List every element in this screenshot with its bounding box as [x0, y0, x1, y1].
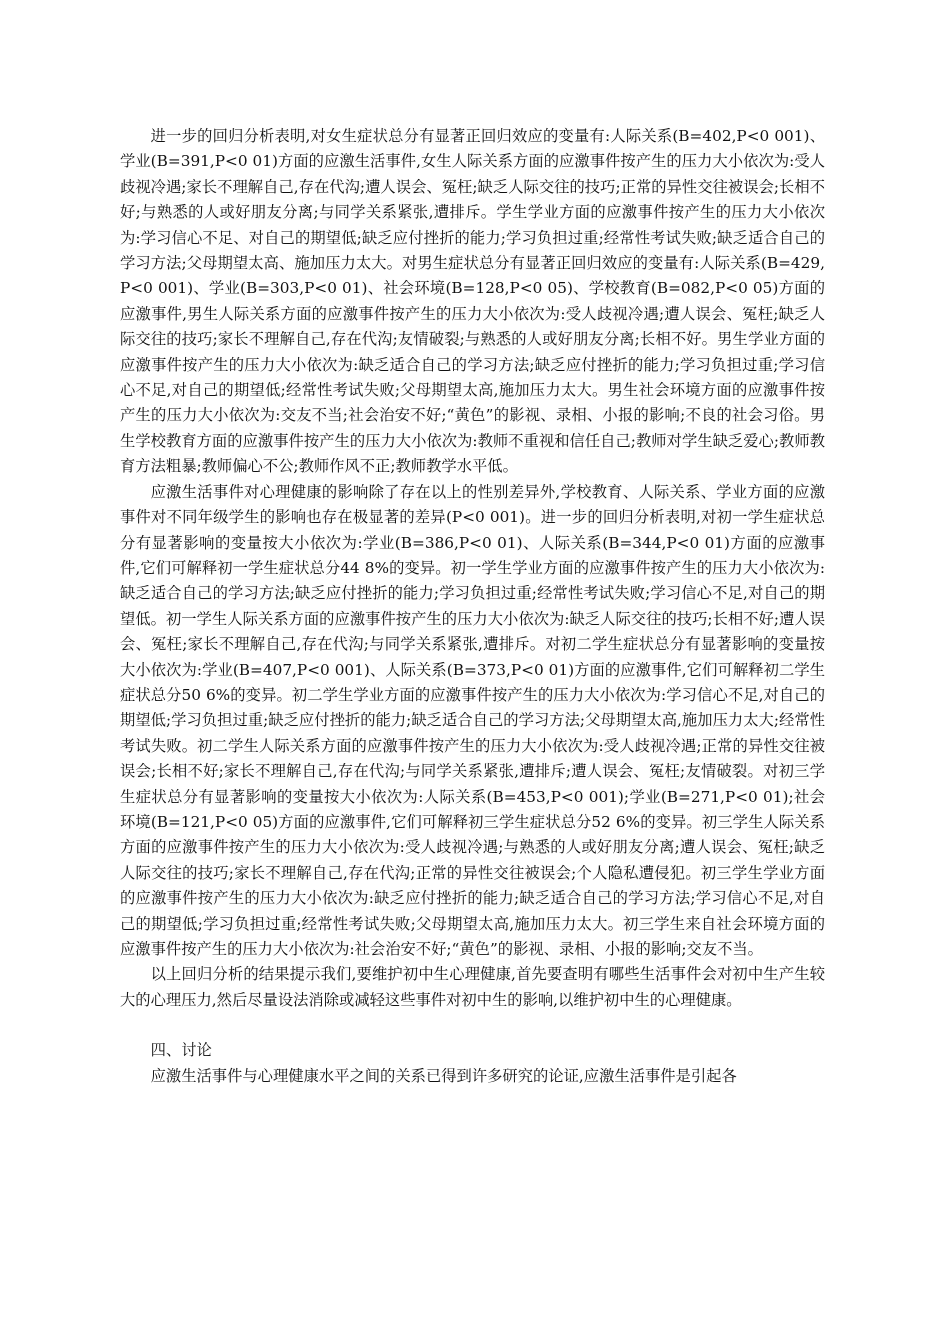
- section-heading-discussion: 四、讨论: [150, 1041, 212, 1060]
- paragraph-regression-summary: 以上回归分析的结果提示我们,要维护初中生心理健康,首先要查明有哪些生活事件会对初中生产生较大的心理压力,然后尽量设法消除或减轻这些事件对初中生的影响,以维护初中生的心理健康。: [120, 965, 825, 1009]
- paragraph-gender-regression: 进一步的回归分析表明,对女生症状总分有显著正回归效应的变量有:人际关系(B=402,P<0 001)、学业(B=391,P<0 01)方面的应激生活事件,女生人际关系方面的应激事件按产生的压力大小依次为:受人歧视冷遇;家长不理解自己,存在代沟;遭人误会、冤枉;缺乏人际交往的技巧;正常的异性交往被误会;长相不好;与熟悉的人或好朋友分离;与同学关系紧张,遭排斥。学生学业方面的应激事件按产生的压力大小依次为:学习信心不足、对自己的期望低;缺乏应付挫折的能力;学习负担过重;经常性考试失败;缺乏适合自己的学习方法;父母期望太高、施加压力太大。对男生症状总分有显著正回归效应的变量有:人际关系(B=429,P<0 001)、学业(B=303,P<0 01)、社会环境(B=128,P<0 05)、学校教育(B=082,P<0 05)方面的应激事件,男生人际关系方面的应激事件按产生的压力大小依次为:受人歧视冷遇;遭人误会、冤枉;缺乏人际交往的技巧;家长不理解自己,存在代沟;友情破裂;与熟悉的人或好朋友分离;长相不好。男生学业方面的应激事件按产生的压力大小依次为:缺乏适合自己的学习方法;缺乏应付挫折的能力;学习负担过重;学习信心不足,对自己的期望低;经常性考试失败;父母期望太高,施加压力太大。男生社会环境方面的应激事件按产生的压力大小依次为:交友不当;社会治安不好;“黄色”的影视、录相、小报的影响;不良的社会习俗。男生学校教育方面的应激事件按产生的压力大小依次为:教师不重视和信任自己;教师对学生缺乏爱心;教师教育方法粗暴;教师偏心不公;教师作风不正;教师教学水平低。: [120, 127, 825, 476]
- paragraph-discussion-start: 应激生活事件与心理健康水平之间的关系已得到许多研究的论证,应激生活事件是引起各: [150, 1066, 737, 1085]
- paragraph-grade-regression: 应激生活事件对心理健康的影响除了存在以上的性别差异外,学校教育、人际关系、学业方面的应激事件对不同年级学生的影响也存在极显著的差异(P<0 001)。进一步的回归分析表明,对初一学生症状总分有显著影响的变量按大小依次为:学业(B=386,P<0 01)、人际关系(B=344,P<0 01)方面的应激事件,它们可解释初一学生症状总分44 8%的变异。初一学生学业方面的应激事件按产生的压力大小依次为:缺乏适合自己的学习方法;缺乏应付挫折的能力;学习负担过重;经常性考试失败;学习信心不足,对自己的期望低。初一学生人际关系方面的应激事件按产生的压力大小依次为:缺乏人际交往的技巧;长相不好;遭人误会、冤枉;家长不理解自己,存在代沟;与同学关系紧张,遭排斥。对初二学生症状总分有显著影响的变量按大小依次为:学业(B=407,P<0 001)、人际关系(B=373,P<0 01)方面的应激事件,它们可解释初二学生症状总分50 6%的变异。初二学生学业方面的应激事件按产生的压力大小依次为:学习信心不足,对自己的期望低;学习负担过重;缺乏应付挫折的能力;缺乏适合自己的学习方法;父母期望太高,施加压力太大;经常性考试失败。初二学生人际关系方面的应激事件按产生的压力大小依次为:受人歧视冷遇;正常的异性交往被误会;长相不好;家长不理解自己,存在代沟;与同学关系紧张,遭排斥;遭人误会、冤枉;友情破裂。对初三学生症状总分有显著影响的变量按大小依次为:人际关系(B=453,P<0 001);学业(B=271,P<0 01);社会环境(B=121,P<0 05)方面的应激事件,它们可解释初三学生症状总分52 6%的变异。初三学生人际关系方面的应激事件按产生的压力大小依次为:受人歧视冷遇;与熟悉的人或好朋友分离;遭人误会、冤枉;缺乏人际交往的技巧;家长不理解自己,存在代沟;正常的异性交往被误会;个人隐私遭侵犯。初三学生学业方面的应激事件按产生的压力大小依次为:缺乏应付挫折的能力;缺乏适合自己的学习方法;学习信心不足,对自己的期望低;学习负担过重;经常性考试失败;父母期望太高,施加压力太大。初三学生来自社会环境方面的应激事件按产生的压力大小依次为:社会治安不好;“黄色”的影视、录相、小报的影响;交友不当。: [120, 482, 825, 958]
- document-page: [120, 124, 825, 1089]
